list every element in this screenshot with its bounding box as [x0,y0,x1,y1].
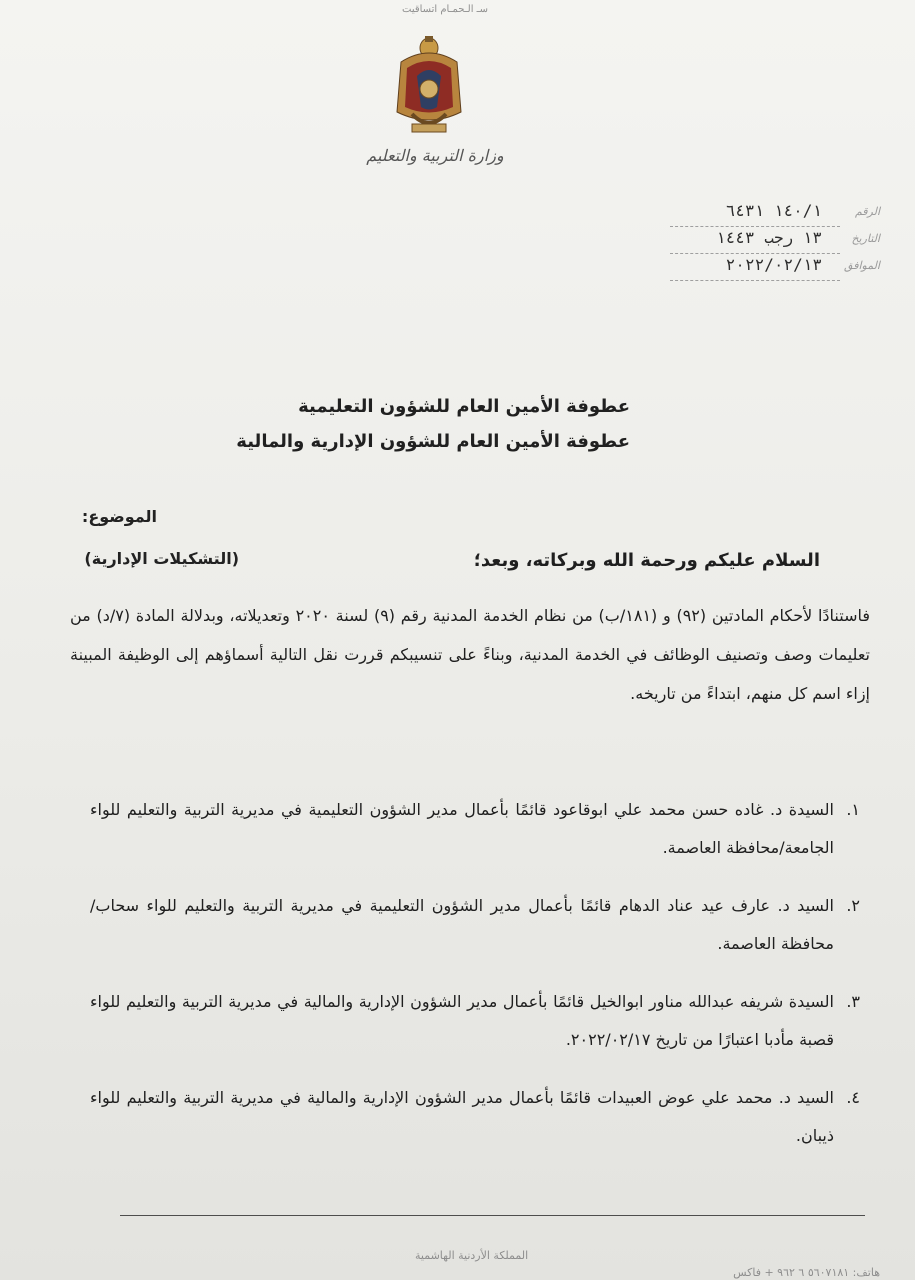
list-item-number: ٤. [846,1088,860,1107]
hijri-date-row [660,228,880,256]
reference-number-value: ١٤٠/١ ٦٤٣١ [725,201,822,220]
transfer-list [90,791,860,1175]
list-item-text: السيد د. محمد علي عوض العبيدات قائمًا بأعمال مدير الشؤون الإدارية والمالية في مديرية التربية والتعليم للواء ذيبان. [90,1088,834,1145]
hijri-date-label: التاريخ [851,232,880,245]
jordan-coat-of-arms-icon [392,34,466,138]
list-item-number: ٢. [846,896,860,915]
top-handwritten-mark: سـ الـحمـام اتساقيت [402,4,488,15]
reference-number-row [660,201,880,229]
addressee-administrative-affairs: عطوفة الأمين العام للشؤون الإدارية والمالية [236,431,630,452]
gregorian-date-value: ٢٠٢٢/٠٢/١٣ [725,255,822,274]
list-item-text: السيد د. عارف عيد عناد الدهام قائمًا بأعمال مدير الشؤون التعليمية في مديرية التربية والتعليم للواء سحاب/محافظة العاصمة. [90,896,834,953]
addressee-educational-affairs: عطوفة الأمين العام للشؤون التعليمية [298,396,630,417]
list-item-number: ١. [846,800,860,819]
footer-divider [120,1215,865,1216]
gregorian-date-row [660,255,880,283]
reference-number-label: الرقم [854,205,880,218]
list-item [90,1079,860,1155]
ministry-name: وزارة التربية والتعليم [366,146,504,165]
subject-label: الموضوع: [81,507,157,526]
body-paragraph: فاستنادًا لأحكام المادتين (٩٢) و (١٨١/ب) من نظام الخدمة المدنية رقم (٩) لسنة ٢٠٢٠ وتعديلاته، وبدلالة المادة (٧/د) من تعليمات وصف وتصنيف الوظائف في الخدمة المدنية، وبناءً على تنسيبكم قررت نقل التالية أسماؤهم إلى الوظيفة المبينة إزاء اسم كل منهم، ابتداءً من تاريخه. [70,606,871,703]
footer-kingdom: المملكة الأردنية الهاشمية [415,1249,529,1262]
list-item-number: ٣. [846,992,860,1011]
hijri-date-value: ١٣ رجب ١٤٤٣ [716,228,822,247]
subject-text: (التشكيلات الإدارية) [84,549,239,568]
greeting: السلام عليكم ورحمة الله وبركاته، وبعد؛ [473,550,820,571]
list-item [90,791,860,867]
gregorian-date-label: الموافق [844,259,880,272]
list-item [90,983,860,1059]
list-item-text: السيدة د. غاده حسن محمد علي ابوقاعود قائمًا بأعمال مدير الشؤون التعليمية في مديرية التربية والتعليم للواء الجامعة/محافظة العاصمة. [90,800,834,857]
list-item-text: السيدة شريفه عبدالله مناور ابوالخيل قائمًا بأعمال مدير الشؤون الإدارية والمالية في مديرية التربية والتعليم للواء قصبة مأدبا اعتبارًا من تاريخ ٢٠٢٢/٠٢/١٧. [90,992,834,1049]
list-item [90,887,860,963]
footer-contact: هاتف: ٥٦٠٧١٨١ ٦ ٩٦٢ + فاكس [733,1266,880,1279]
